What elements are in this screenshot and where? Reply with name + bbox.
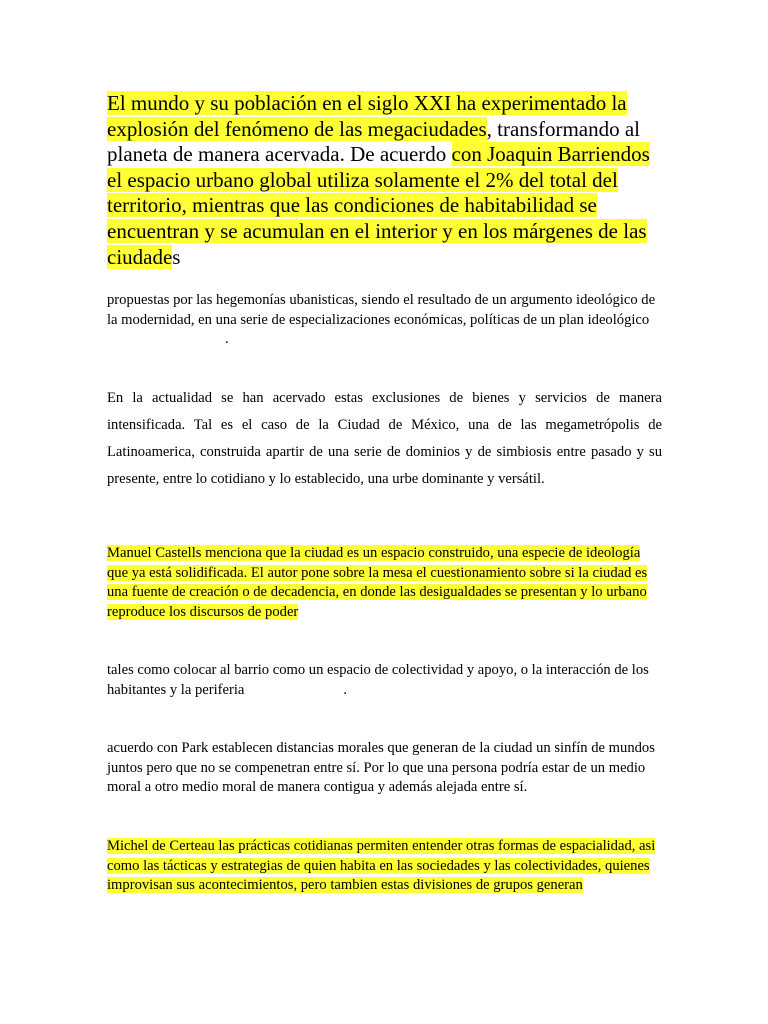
intro-paragraph: [107, 91, 667, 270]
paragraph-text: En la actualidad se han acervado estas exclusiones de bienes y servicios de manera intensificada. Tal es el caso de la Ciudad de México, una de las megametrópolis de Latinoamerica, construida apartir de una serie de dominios y de simbiosis entre pasado y su presente, entre lo cotidiano y lo establecido, una urbe dominante y versátil.: [107, 390, 662, 487]
plain-text: , transformando al planeta de manera acervada. De acuerdo: [107, 116, 641, 167]
highlighted-text: Michel de Certeau las prácticas cotidianas permiten entender otras formas de espacialidad, asi como las tácticas y estrategias de quien habita en las sociedades y las colectividades, quienes improvisan sus acontecimientos, pero tambien estas divisiones de grupos generan: [107, 838, 656, 894]
paragraph-end: .: [343, 681, 348, 698]
paragraph-certeau: [107, 837, 662, 896]
paragraph-castells: [107, 544, 662, 622]
paragraph-barrio: [107, 661, 662, 700]
highlighted-text: Manuel Castells menciona que la ciudad es un espacio construido, una especie de ideología que ya está solidificada. El autor pone sobre la mesa el cuestionamiento sobre si la ciudad es una fuente de creación o de decadencia, en donde las desigualdades se presentan y lo urbano reproduce los discursos de poder: [107, 545, 648, 620]
plain-text: s: [172, 244, 181, 269]
paragraph-hegemonias: [107, 291, 662, 350]
highlighted-text: El mundo y su población en el siglo XXI ha experimentado la explosión del fenómeno de las megaciudades: [107, 91, 627, 141]
paragraph-park: [107, 739, 662, 798]
paragraph-text: tales como colocar al barrio como un espacio de colectividad y apoyo, o la interacción de los habitantes y la periferia: [107, 662, 649, 698]
paragraph-text: acuerdo con Park establecen distancias morales que generan de la ciudad un sinfín de mundos juntos pero que no se compenetran entre sí. Por lo que una persona podría estar de un medio moral a otro medio moral de manera contigua y además alejada entre sí.: [107, 740, 655, 796]
paragraph-end: .: [225, 331, 229, 348]
paragraph-text: propuestas por las hegemonías ubanisticas, siendo el resultado de un argumento ideológico de la modernidad, en una serie de especializaciones económicas, políticas de un plan ideológico: [107, 292, 656, 328]
paragraph-actualidad: [107, 385, 662, 493]
highlighted-text: con Joaquin Barriendos el espacio urbano global utiliza solamente el 2% del total del territorio, mientras que las condiciones de habitabilidad se encuentran y se acumulan en el interior y en los márgenes de las ciudade: [107, 142, 650, 269]
